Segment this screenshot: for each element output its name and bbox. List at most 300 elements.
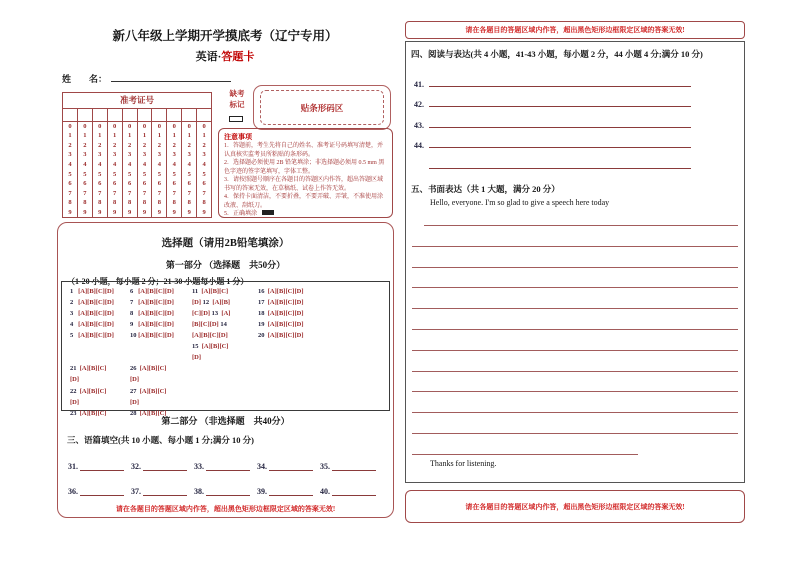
- answer-bubble-line[interactable]: [130, 363, 192, 374]
- exam-no-digit-bubble[interactable]: 5: [98, 170, 102, 178]
- exam-no-digit-bubble[interactable]: 2: [172, 141, 176, 149]
- exam-no-column: [123, 109, 138, 218]
- gapfill-blank-line[interactable]: [143, 460, 187, 471]
- exam-no-digit-bubble[interactable]: 3: [172, 151, 176, 159]
- name-label: 姓 名：: [62, 74, 108, 84]
- exam-no-digit-bubble[interactable]: 7: [157, 189, 162, 197]
- answer-bubble-line[interactable]: [130, 308, 192, 319]
- question-number: 10: [130, 332, 137, 339]
- exam-no-write-cell[interactable]: [197, 109, 211, 122]
- answer-column: [130, 363, 192, 419]
- answer-bubble-line[interactable]: [258, 286, 303, 297]
- gapfill-number: 37.: [131, 487, 141, 496]
- exam-no-digit-bubble[interactable]: 1: [83, 132, 87, 140]
- exam-number-header: 准考证号: [63, 93, 211, 109]
- page-subtitle: [55, 48, 395, 64]
- option-bubbles: [A][B][C][D]: [133, 310, 174, 317]
- answer-bubble-line[interactable]: [192, 297, 258, 308]
- exam-no-digit-bubble[interactable]: 3: [98, 151, 102, 159]
- exam-no-write-cell[interactable]: [108, 109, 122, 122]
- option-bubbles: [A][B][C][D]: [264, 321, 304, 328]
- answer-column: [192, 286, 258, 363]
- reading-answer-row: [414, 130, 691, 151]
- exam-no-digit-bubble[interactable]: 9: [113, 208, 117, 216]
- exam-no-digit-bubble[interactable]: 8: [157, 199, 162, 207]
- exam-no-digit-bubble[interactable]: 8: [142, 199, 147, 207]
- writing-line[interactable]: [412, 286, 738, 288]
- exam-no-digit-bubble[interactable]: 0: [157, 122, 162, 130]
- option-bubbles: [A][B][C]: [76, 365, 107, 372]
- exam-no-write-cell[interactable]: [167, 109, 181, 122]
- answer-bubble-line[interactable]: [70, 386, 130, 397]
- writing-line[interactable]: [412, 453, 638, 455]
- option-bubbles: [A][B][C]: [136, 410, 167, 418]
- answer-bubble-line[interactable]: [70, 397, 130, 408]
- exam-no-digit-bubble[interactable]: 5: [142, 170, 147, 178]
- answer-bubble-line[interactable]: [70, 297, 130, 308]
- gapfill-item: [257, 457, 320, 471]
- exam-no-digit-bubble[interactable]: 4: [142, 160, 147, 168]
- exam-no-digit-bubble[interactable]: 1: [98, 132, 102, 140]
- exam-no-column: [78, 109, 93, 218]
- subtitle-dot: ·: [217, 51, 222, 63]
- writing-line[interactable]: [412, 328, 738, 330]
- exam-no-digit-bubble[interactable]: 4: [202, 160, 206, 168]
- option-bubbles: [A][B][C][D]: [73, 310, 114, 317]
- exam-no-digit-bubble[interactable]: 6: [172, 180, 176, 188]
- exam-no-digit-bubble[interactable]: 2: [68, 141, 72, 149]
- exam-no-digit-bubble[interactable]: 2: [157, 141, 162, 149]
- answer-bubble-line[interactable]: [192, 319, 258, 330]
- question-number: 20: [258, 332, 265, 339]
- gapfill-item: [320, 457, 383, 471]
- exam-no-digit-bubble[interactable]: 4: [68, 160, 72, 168]
- option-bubbles: [C][D]: [192, 310, 212, 317]
- exam-no-digit-bubble[interactable]: 6: [113, 180, 117, 188]
- part1-title: 第一部分 （选择题 共50分）: [165, 260, 286, 270]
- reading-extra-row: [414, 150, 691, 171]
- exam-no-digit-bubble[interactable]: 9: [83, 208, 87, 216]
- exam-no-digit-bubble[interactable]: 1: [142, 132, 147, 140]
- writing-line[interactable]: [412, 390, 738, 392]
- exam-no-digit-bubble[interactable]: 0: [68, 122, 72, 130]
- exam-no-digit-bubble[interactable]: 3: [157, 151, 162, 159]
- exam-no-digit-bubble[interactable]: 0: [172, 122, 176, 130]
- part1-score-note: （1-20 小题，每小题 2 分；21-30 小题每小题 1 分）: [67, 277, 249, 286]
- exam-no-digit-bubble[interactable]: 1: [202, 132, 206, 140]
- exam-no-write-cell[interactable]: [78, 109, 92, 122]
- gapfill-number: 36.: [68, 487, 78, 496]
- exam-number-grid: [62, 92, 212, 218]
- option-bubbles: [D]: [130, 376, 140, 384]
- writing-opening-text: Hello, everyone. I'm so glad to give a speech here today: [430, 198, 610, 207]
- exam-no-digit-bubble[interactable]: 1: [187, 132, 191, 140]
- reading-number: 41.: [414, 79, 424, 89]
- answer-bubble-line[interactable]: [70, 286, 130, 297]
- bubble-block-1-20: [70, 286, 389, 363]
- gapfill-item: [194, 482, 257, 496]
- exam-no-digit-bubble[interactable]: 9: [98, 208, 102, 216]
- answer-bubble-line[interactable]: [70, 319, 130, 330]
- reading-answer-line[interactable]: [429, 126, 691, 128]
- exam-no-digit-bubble[interactable]: 6: [83, 180, 87, 188]
- option-bubbles: [A][B][C][D]: [264, 310, 304, 317]
- answer-bubble-line[interactable]: [192, 286, 258, 297]
- gapfill-number: 32.: [131, 462, 141, 471]
- exam-no-column: [167, 109, 182, 218]
- exam-no-digit-bubble[interactable]: 8: [172, 199, 176, 207]
- gapfill-item: [257, 482, 320, 496]
- writing-section-title: 五、书面表达（共 1 大题，满分 20 分）: [411, 184, 560, 194]
- subjective-section-box: [405, 41, 745, 483]
- exam-no-digit-bubble[interactable]: 8: [187, 199, 191, 207]
- exam-no-column: [108, 109, 123, 218]
- exam-no-digit-bubble[interactable]: 2: [202, 141, 206, 149]
- objective-section-title: 选择题（请用2B铅笔填涂）: [161, 238, 290, 249]
- exam-no-write-cell[interactable]: [152, 109, 166, 122]
- question-number: 28: [130, 410, 137, 418]
- page-title: 新八年级上学期开学摸底考（辽宁专用）: [112, 29, 338, 43]
- option-bubbles: [B][C][D]: [192, 321, 221, 328]
- option-bubbles: [A][B][C][D]: [136, 332, 174, 339]
- question-number: 22: [70, 387, 77, 395]
- exam-no-digit-bubble[interactable]: 0: [83, 122, 87, 130]
- exam-no-digit-bubble[interactable]: 1: [157, 132, 162, 140]
- answer-bubble-line[interactable]: [130, 297, 192, 308]
- answer-card-label: 答题卡: [221, 51, 255, 63]
- writing-line[interactable]: [412, 245, 738, 247]
- answer-bubble-line[interactable]: [192, 352, 258, 363]
- exam-no-digit-bubble[interactable]: 9: [68, 208, 72, 216]
- exam-no-column: [63, 109, 78, 218]
- exam-no-digit-bubble[interactable]: 0: [202, 122, 206, 130]
- exam-no-digit-bubble[interactable]: 9: [127, 208, 132, 216]
- gapfill-item: [131, 482, 194, 496]
- answer-bubble-line[interactable]: [258, 297, 303, 308]
- subject-label: 英语: [195, 51, 218, 63]
- reading-number: 43.: [414, 120, 424, 130]
- exam-no-digit-bubble[interactable]: 4: [83, 160, 87, 168]
- answer-bubble-box: [61, 281, 390, 418]
- filled-mark-sample-icon: [262, 210, 274, 215]
- exam-no-digit-bubble[interactable]: 4: [157, 160, 162, 168]
- answer-bubble-line[interactable]: [258, 308, 303, 319]
- option-bubbles: [A]: [218, 310, 231, 317]
- exam-no-digit-bubble[interactable]: 7: [142, 189, 147, 197]
- writing-line[interactable]: [412, 411, 738, 413]
- exam-no-digit-bubble[interactable]: 4: [98, 160, 102, 168]
- reading-number: 42.: [414, 100, 424, 109]
- option-bubbles: [A][B][C][D]: [133, 299, 174, 306]
- writing-line[interactable]: [412, 370, 738, 372]
- answer-bubble-line[interactable]: [192, 330, 258, 341]
- notice-box: [218, 128, 393, 218]
- exam-no-digit-bubble[interactable]: 7: [68, 189, 72, 197]
- gapfill-blank-line[interactable]: [80, 460, 124, 471]
- option-bubbles: [A][B]: [209, 299, 231, 306]
- barcode-paste-zone: 贴条形码区: [260, 90, 384, 125]
- exam-no-digit-bubble[interactable]: 6: [202, 180, 206, 188]
- reading-answer-line[interactable]: [429, 105, 691, 107]
- exam-no-digit-bubble[interactable]: 9: [172, 208, 176, 216]
- gapfill-blank-line[interactable]: [143, 485, 187, 496]
- exam-no-digit-bubble[interactable]: 3: [68, 151, 72, 159]
- question-number: 27: [130, 387, 137, 395]
- exam-no-digit-bubble[interactable]: 9: [187, 208, 191, 216]
- exam-no-column: [93, 109, 108, 218]
- reading-answer-row: [414, 89, 691, 110]
- exam-no-digit-bubble[interactable]: 8: [113, 199, 117, 207]
- notice-list: [224, 142, 387, 219]
- option-bubbles: [A][B][C]: [76, 410, 107, 418]
- question-number: 23: [70, 410, 77, 418]
- notice-item: 1．答题前，考生先将自己的姓名、准考证号码填写清楚，并认真核实监考员所粘贴的条形码。: [224, 143, 384, 158]
- question-number: 9: [130, 321, 134, 328]
- exam-no-digit-bubble[interactable]: 7: [83, 189, 87, 197]
- answer-bubble-line[interactable]: [130, 330, 192, 341]
- option-bubbles: [A][B][C][D]: [73, 321, 114, 328]
- exam-no-digit-bubble[interactable]: 5: [172, 170, 176, 178]
- exam-no-digit-bubble[interactable]: 7: [187, 189, 191, 197]
- exam-no-digit-bubble[interactable]: 0: [142, 122, 147, 130]
- gapfill-number: 40.: [320, 487, 330, 496]
- exam-no-digit-bubble[interactable]: 5: [187, 170, 191, 178]
- gapfill-item: [68, 457, 131, 471]
- gapfill-number: 38.: [194, 487, 204, 496]
- exam-no-digit-bubble[interactable]: 8: [68, 199, 72, 207]
- gapfill-item: [131, 457, 194, 471]
- exam-no-digit-bubble[interactable]: 1: [172, 132, 176, 140]
- gapfill-number: 35.: [320, 462, 330, 471]
- question-number: 13: [211, 310, 219, 317]
- exam-no-digit-bubble[interactable]: 3: [187, 151, 191, 159]
- answer-bubble-line[interactable]: [130, 319, 192, 330]
- notice-title: 注意事项: [224, 133, 252, 141]
- gapfill-item: [68, 482, 131, 496]
- exam-no-digit-bubble[interactable]: 0: [127, 122, 132, 130]
- writing-line[interactable]: [412, 349, 738, 351]
- exam-no-digit-bubble[interactable]: 0: [187, 122, 191, 130]
- option-bubbles: [A][B][C][D]: [192, 332, 228, 339]
- option-bubbles: [D]: [192, 354, 202, 361]
- writing-line[interactable]: [412, 266, 738, 268]
- exam-no-column: [152, 109, 167, 218]
- exam-no-digit-bubble[interactable]: 0: [98, 122, 102, 130]
- exam-no-digit-bubble[interactable]: 8: [98, 199, 102, 207]
- absent-mark-checkbox[interactable]: [229, 116, 243, 122]
- exam-no-digit-bubble[interactable]: 4: [113, 160, 117, 168]
- question-number: 17: [258, 299, 265, 306]
- option-bubbles: [A][B][C][D]: [264, 299, 304, 306]
- answer-bubble-line[interactable]: [192, 308, 258, 319]
- answer-bubble-line[interactable]: [258, 319, 303, 330]
- gapfill-row: [68, 482, 383, 496]
- exam-no-digit-bubble[interactable]: 2: [127, 141, 132, 149]
- exam-no-digit-bubble[interactable]: 8: [83, 199, 87, 207]
- exam-no-write-cell[interactable]: [63, 109, 77, 122]
- option-bubbles: [A][B][C][D]: [133, 321, 174, 328]
- option-bubbles: [D]: [70, 398, 80, 406]
- part2-title: 第二部分 （非选择题 共40分）: [161, 416, 290, 426]
- exam-no-digit-bubble[interactable]: 3: [113, 151, 117, 159]
- exam-no-digit-bubble[interactable]: 8: [127, 199, 132, 207]
- exam-no-write-cell[interactable]: [93, 109, 107, 122]
- exam-no-digit-bubble[interactable]: 4: [127, 160, 132, 168]
- exam-no-write-cell[interactable]: [123, 109, 137, 122]
- exam-no-digit-bubble[interactable]: 0: [113, 122, 117, 130]
- answer-bubble-line[interactable]: [70, 308, 130, 319]
- option-bubbles: [A][B][C]: [136, 387, 167, 395]
- option-bubbles: [A][B][C][D]: [73, 299, 114, 306]
- exam-no-digit-bubble[interactable]: 5: [157, 170, 162, 178]
- option-bubbles: [D]: [192, 299, 203, 306]
- name-input-line[interactable]: [111, 72, 231, 82]
- exam-no-digit-bubble[interactable]: 2: [98, 141, 102, 149]
- gapfill-item: [194, 457, 257, 471]
- exam-no-digit-bubble[interactable]: 3: [202, 151, 206, 159]
- barcode-area: [253, 85, 391, 130]
- gapfill-blank-line[interactable]: [206, 485, 250, 496]
- question-number: 3: [70, 310, 74, 317]
- exam-no-digit-bubble[interactable]: 6: [187, 180, 191, 188]
- exam-no-digit-bubble[interactable]: 4: [172, 160, 176, 168]
- gapfill-section-title: 三、语篇填空(共 10 小题、每小题 1 分;满分 10 分): [67, 435, 254, 445]
- answer-bubble-line[interactable]: [70, 363, 130, 374]
- exam-no-digit-bubble[interactable]: 3: [83, 151, 87, 159]
- answer-bubble-line[interactable]: [192, 341, 258, 352]
- answer-bubble-line[interactable]: [130, 397, 192, 408]
- question-number: 1: [70, 288, 74, 295]
- question-number: 4: [70, 321, 74, 328]
- gapfill-blank-line[interactable]: [206, 460, 250, 471]
- reading-answer-line[interactable]: [429, 146, 691, 148]
- exam-no-digit-bubble[interactable]: 5: [113, 170, 117, 178]
- answer-column: [258, 286, 303, 363]
- option-bubbles: [A][B][C][D]: [73, 332, 114, 339]
- exam-no-digit-bubble[interactable]: 5: [68, 170, 72, 178]
- gapfill-blank-line[interactable]: [332, 485, 376, 496]
- left-warning-text: 请在各题目的答题区域内作答，超出黑色矩形边框限定区域的答案无效!: [115, 505, 336, 513]
- reading-answer-rows: [414, 68, 691, 171]
- exam-no-digit-bubble[interactable]: 4: [187, 160, 191, 168]
- exam-no-digit-bubble[interactable]: 3: [127, 151, 132, 159]
- exam-no-digit-bubble[interactable]: 6: [127, 180, 132, 188]
- reading-section-title: 四、阅读与表达(共 4 小题，41-43 小题，每小题 2 分，44 小题 4 分;满分 10 分): [411, 49, 703, 59]
- writing-line[interactable]: [424, 224, 738, 226]
- question-number: 19: [258, 321, 265, 328]
- name-row: [62, 72, 231, 85]
- question-number: 6: [130, 288, 134, 295]
- notice-fill-label: 5．正确填涂: [224, 211, 258, 218]
- answer-bubble-line[interactable]: [130, 374, 192, 385]
- exam-number-columns: [63, 109, 211, 218]
- exam-no-write-cell[interactable]: [182, 109, 196, 122]
- reading-answer-line[interactable]: [429, 167, 691, 169]
- exam-no-digit-bubble[interactable]: 9: [142, 208, 147, 216]
- exam-no-digit-bubble[interactable]: 6: [68, 180, 72, 188]
- exam-no-digit-bubble[interactable]: 9: [202, 208, 206, 216]
- exam-no-digit-bubble[interactable]: 1: [127, 132, 132, 140]
- question-number: 16: [258, 288, 265, 295]
- exam-no-digit-bubble[interactable]: 6: [157, 180, 162, 188]
- exam-no-digit-bubble[interactable]: 2: [83, 141, 87, 149]
- answer-column: [70, 363, 130, 419]
- gapfill-blank-line[interactable]: [269, 460, 313, 471]
- exam-no-digit-bubble[interactable]: 5: [83, 170, 87, 178]
- question-number: 21: [70, 365, 77, 372]
- exam-no-digit-bubble[interactable]: 5: [127, 170, 132, 178]
- gapfill-blank-line[interactable]: [332, 460, 376, 471]
- exam-no-digit-bubble[interactable]: 6: [98, 180, 102, 188]
- exam-no-digit-bubble[interactable]: 3: [142, 151, 147, 159]
- exam-no-digit-bubble[interactable]: 2: [113, 141, 117, 149]
- exam-no-digit-bubble[interactable]: 7: [113, 189, 117, 197]
- answer-bubble-line[interactable]: [130, 286, 192, 297]
- option-bubbles: [A][B][C]: [136, 365, 167, 372]
- writing-line[interactable]: [412, 307, 738, 309]
- question-number: 8: [130, 310, 134, 317]
- top-warning-box: [405, 21, 745, 39]
- gapfill-rows: [68, 457, 383, 507]
- notice-item: 2．选择题必须使用 2B 铅笔填涂；非选择题必须用 0.5 mm 黑色字迹的签字笔填写，字体工整。: [224, 160, 385, 175]
- question-number: 15: [192, 343, 199, 350]
- exam-no-digit-bubble[interactable]: 2: [187, 141, 191, 149]
- exam-no-digit-bubble[interactable]: 1: [68, 132, 72, 140]
- exam-no-digit-bubble[interactable]: 7: [202, 189, 206, 197]
- objective-section-box: [57, 222, 394, 518]
- gapfill-number: 39.: [257, 487, 267, 496]
- option-bubbles: [A][B][C][D]: [133, 288, 174, 295]
- exam-no-digit-bubble[interactable]: 6: [142, 180, 147, 188]
- top-warning-text: 请在各题目的答题区域内作答，超出黑色矩形边框限定区域的答案无效!: [465, 26, 685, 34]
- gapfill-row: [68, 457, 383, 471]
- notice-item-fill-demo: [224, 210, 387, 219]
- reading-answer-line[interactable]: [429, 85, 691, 87]
- absent-mark-label-line1: 缺考: [229, 89, 245, 98]
- exam-no-column: [138, 109, 153, 218]
- reading-number: 44.: [414, 141, 424, 150]
- question-number: 12: [202, 299, 210, 306]
- answer-column: [130, 286, 192, 363]
- exam-no-digit-bubble[interactable]: 7: [172, 189, 176, 197]
- absent-mark-label-line2: 标记: [229, 100, 245, 110]
- question-number: 11: [192, 288, 199, 295]
- exam-no-digit-bubble[interactable]: 1: [113, 132, 117, 140]
- option-bubbles: [D]: [70, 376, 80, 384]
- exam-no-digit-bubble[interactable]: 8: [202, 199, 206, 207]
- gapfill-blank-line[interactable]: [269, 485, 313, 496]
- exam-no-column: [197, 109, 211, 218]
- exam-no-digit-bubble[interactable]: 7: [98, 189, 102, 197]
- bottom-warning-text: 请在各题目的答题区域内作答，超出黑色矩形边框限定区域的答案无效!: [465, 502, 685, 511]
- exam-no-write-cell[interactable]: [138, 109, 152, 122]
- exam-no-digit-bubble[interactable]: 2: [142, 141, 147, 149]
- exam-no-digit-bubble[interactable]: 5: [202, 170, 206, 178]
- exam-no-digit-bubble[interactable]: 9: [157, 208, 162, 216]
- answer-bubble-line[interactable]: [70, 374, 130, 385]
- exam-no-digit-bubble[interactable]: 7: [127, 189, 132, 197]
- gapfill-number: 34.: [257, 462, 267, 471]
- question-number: 7: [130, 299, 134, 306]
- notice-item: 3．请按照题号顺序在各题目的答题区内作答，超出答题区域书写的答案无效，在草稿纸、试卷上作答无效。: [224, 177, 384, 192]
- writing-line[interactable]: [412, 432, 738, 434]
- answer-bubble-line[interactable]: [70, 330, 130, 341]
- bubble-block-21-30: [70, 363, 389, 419]
- answer-bubble-line[interactable]: [130, 386, 192, 397]
- gapfill-blank-line[interactable]: [80, 485, 124, 496]
- answer-bubble-line[interactable]: [258, 330, 303, 341]
- notice-item: 4．保持卡面清洁，不要折叠，不要弄破、弄皱，不准使用涂改液、刮纸刀。: [224, 194, 384, 209]
